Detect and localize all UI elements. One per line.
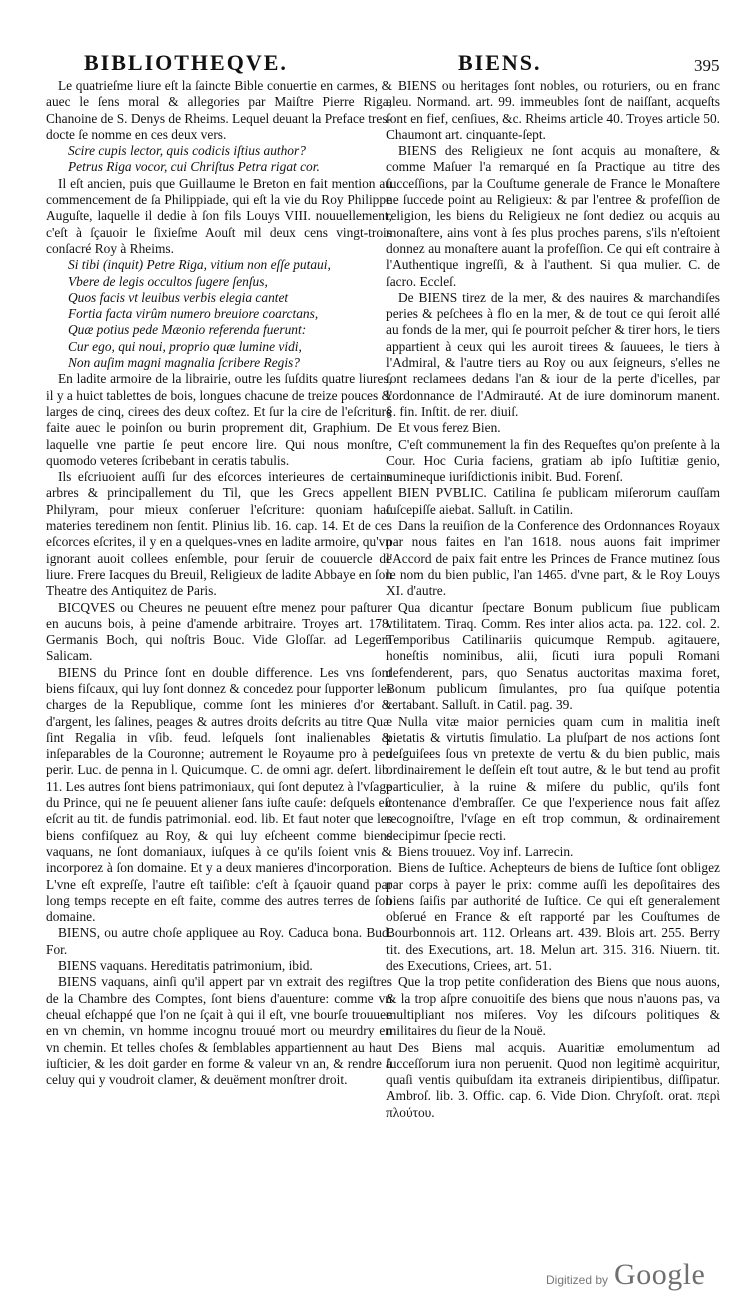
page-number: 395 — [694, 56, 720, 75]
paragraph: Il eſt ancien, puis que Guillaume le Breton en fait mention au commencement de ſa Philippiade, qui eſt la vie du Roy Philippe Auguſte, laquelle il dedie à ſon fils Louys VIII. nouuellement, c'eſt à ſçauoir le ſixieſme Aouſt mil deux cens vingt-trois conſacré Roy à Rheims. — [46, 175, 392, 256]
paragraph: BIENS vaquans. Hereditatis patrimonium, ibid. — [58, 958, 313, 974]
verse-line: Quos facis vt leuibus verbis elegia cantet — [68, 289, 289, 305]
paragraph: BIENS du Prince ſont en double difference. Les vns ſont biens fiſcaux, qui luy ſont donnez & concedez pour ſupporter les charges de la Republique, comme ſont les minieres d'or & d'argent, les ſalines, peages & autres droits deſcrits au titre Quæ ſint Regalia in vſib. feud. leſquels ſont inalienables & inſeparables de la Couronne; autrement le Royaume pro à peu perir. Luc. de penna in l. Quicumque. C. de omni agr. deſert. lib. 11. Les autres ſont biens patrimoniaux, qui ſont deputez à l'vſage du Prince, qui ne ſe peuuent aliener ſans iuſte cauſe: deſquels eſt eſcrit au tit. de fundis patrimonial. eod. lib. Et faut noter que les biens confiſquez au Roy, & qui luy eſcheent comme biens vaquans, ne ſont domaniaux, iuſques à ce qu'ils ſoient vnis & incorporez à ſon domaine. Et y a deux manieres d'incorporation. L'vne eſt expreſſe, l'autre eſt taiſible: c'eſt à ſçauoir quand par long temps recepte en eſt faite, comme des autres terres de ſon domaine. — [46, 664, 392, 925]
google-logo: Google — [614, 1258, 706, 1291]
verse-line: Non auſim magni magnalia ſcribere Regis? — [68, 355, 300, 371]
verse-line: Petrus Riga vocor, cui Chriſtus Petra rigat cor. — [68, 159, 320, 175]
paragraph: Qua dicantur ſpectare Bonum publicum ſiue publicam vtilitatem. Tiraq. Comm. Res inter alios acta. pa. 122. col. 2. Temporibus Catilinariis quicumque Rempub. agitauere, honeſtis nominibus, alii, ſicuti iura populi Romani defenderent, pars, quo Senatus auctoritas maxima foret, Bonum publicum ſimulantes, pro ſua quiſque potentia certabant. Salluſt. in Catil. pag. 39. — [386, 599, 720, 713]
paragraph: BIENS des Religieux ne ſont acquis au monaſtere, & comme Maſuer l'a remarqué en ſa Practique au titre des ſucceſſions, par la Couſtume generale de France le Monaſtere ne ſuccede point au Religieux: & par l'entree & profeſſion de religion, les biens du Religieux ne ſont dediez ou acquis au monaſtere, ains vont à ſes plus proches parens, s'ils n'eſtoient donnez au monaſtere auant la profeſſion. Ce qui eſt contraire à l'Authentique ingreſſi, & à l'authent. Si qua mulier. C. de ſacro. Eccleſ. — [386, 143, 720, 289]
paragraph: C'eſt communement la fin des Requeſtes qu'on preſente à la Cour. Hoc Curia faciens, gratiam ab ipſo Iuſtitiæ genio, numineque iuriſdictionis inibit. Bud. Forenſ. — [386, 436, 720, 485]
paragraph: BIENS ou heritages ſont nobles, ou roturiers, ou en franc aleu. Normand. art. 99. immeubles ſont de naiſſant, acqueſts ſont en fief, cenſiues, &c. Rheims article 40. Troyes article 50. Chaumont art. cinquante-ſept. — [386, 78, 720, 142]
paragraph: De BIENS tirez de la mer, & des nauires & marchandiſes peries & peſchees à flo en la mer, & de tout ce qui ſeroit allé au fonds de la mer, qui ſe pourroit peſcher & tirer hors, le tiers appartient à ceux qui les auroit tirees & ſauuees, le tiers à l'Admiral, & l'autre tiers au Roy ou aux ſeigneurs, s'elles ne ſont reclamees dedans l'an & iour de la perte d'icelles, par l'ordonnance de l'Admirauté. At de iure dominorum manent. §. fin. Inſtit. de rer. diuiſ. — [386, 289, 720, 419]
left-text-column — [46, 78, 392, 1088]
verse-line: Fortia facta virûm numero breuiore coarctans, — [68, 306, 319, 322]
paragraph: BIENS vaquans, ainſi qu'il appert par vn extrait des regiſtres de la Chambre des Comptes, ſont biens d'auenture: comme vn cheual eſchappé que l'on ne ſçait à qui il eſt, vne bourſe trouuee en vn chemin, vn homme incognu trouué mort ou meurdry en vn chemin. Et telles choſes & ſemblables appartiennent au haut iuſticier, & les doit garder en forme & valeur vn an, & rendre à celuy qui y voudroit clamer, & deuëment monſtrer droit. — [46, 974, 392, 1088]
paragraph: BIENS, ou autre choſe appliquee au Roy. Caduca bona. Bud. For. — [46, 925, 392, 957]
paragraph: BICQVES ou Cheures ne peuuent eſtre menez pour paſturer en aucuns bois, à peine d'amende arbitraire. Troyes art. 178. Germanis Boch, qui noſtris Bouc. Vide Gloſſar. ad Legem Salicam. — [46, 599, 392, 664]
paragraph: Biens trouuez. Voy inf. Larrecin. — [398, 843, 574, 859]
digitized-watermark — [546, 1258, 705, 1292]
running-head-right: BIENS. — [458, 50, 542, 75]
verse-line: Vbere de legis occultos ſugere ſenſus, — [68, 273, 268, 289]
verse-line: Cur ego, qui noui, proprio quæ lumine vidi, — [68, 338, 302, 354]
paragraph: BIEN PVBLIC. Catilina ſe publicam miſerorum cauſſam ſuſcepiſſe aiebat. Salluſt. in Catilin. — [386, 485, 720, 517]
right-text-column — [386, 78, 720, 1121]
digitized-by-label: Digitized by — [546, 1273, 609, 1287]
paragraph: Nulla vitæ maior pernicies quam cum in malitia ineſt pietatis & virtutis ſimulatio. La pluſpart de nos actions ſont deſguiſees ſous vn pretexte de vertu & du bien public, mais ordinairement le deſſein eſt tout autre, & le but tend au profit particulier, à la ruine & miſere du public, qu'ils font contenance d'embraſſer. Ce que l'experience nous fait aſſez recognoiſtre, l'vſage en eſt trop commun, & ordinairement decipimur ſpecie recti. — [386, 713, 720, 843]
verse-line: Scire cupis lector, quis codicis iſtius author? — [68, 143, 306, 159]
paragraph: Ils eſcriuoient auſſi ſur des eſcorces interieures de certains arbres & principallement du Til, que les Grecs appellent Philyram, pour mieux conſeruer l'eſcriture: quoniam hac materies teredinem non ſentit. Plinius lib. 16. cap. 14. Et de ces eſcorces eſcrites, il y en a quelques-vnes en ladite armoire, qu'vn ignorant auoit collees enſemble, pour ſeruir de couuercle de liure. Frere Iacques du Breuil, Religieux de ladite Abbaye en ſon Theatre des Antiquitez de Paris. — [46, 469, 392, 599]
paragraph: Dans la reuiſion de la Conference des Ordonnances Royaux par nous faites en l'an 1618. nous auons fait imprimer l'Accord de paix fait entre les Princes de France mutinez ſous le nom du bien public, l'an 1465. d'vne part, & le Roy Louys XI. d'autre. — [386, 518, 720, 599]
verse-line: Si tibi (inquit) Petre Riga, vitium non eſſe putaui, — [68, 257, 331, 273]
paragraph: Biens de Iuſtice. Achepteurs de biens de Iuſtice ſont obligez par corps à payer le prix: comme auſſi les depoſitaires des biens ſaiſis par authorité de Iuſtice. Ce qui eſt generalement obſerué en France & eſt rapporté par les Couſtumes de Bourbonnois art. 112. Orleans art. 439. Blois art. 255. Berry tit. des Executions, art. 18. Melun art. 315. 316. Niuern. tit. des Executions, Criees, art. 51. — [386, 860, 720, 974]
paragraph: Des Biens mal acquis. Auaritiæ emolumentum ad ſucceſſorum iura non peruenit. Quod non legitimè acquiritur, quaſi ventis quibuſdam ita extraneis diripientibus, diſſipatur. Ambroſ. lib. 3. Offic. cap. 6. Vide Dion. Chryſoſt. orat. περὶ πλούτου. — [386, 1039, 720, 1120]
paragraph: En ladite armoire de la librairie, outre les ſuſdits quatre liures, il y a huict tablettes de bois, longues chacune de treize pouces & larges de cinq, cirees des deux coſtez. Et ſur la cire de l'eſcriture faite auec le poinſon ou burin proprement dit, Graphium. De laquelle vne partie ſe peut encore lire. Qui nous monſtre, quomodo veteres ſcribebant in ceratis tabulis. — [46, 371, 392, 468]
paragraph: Le quatrieſme liure eſt la ſaincte Bible conuertie en carmes, & auec le ſens moral & allegories par Maiſtre Pierre Riga, Chanoine de S. Denys de Rheims. Lequel deuant la Preface tres-docte ſe nomme en ces deux vers. — [46, 78, 392, 142]
verse-line: Quæ potius pede Mæonio referenda fuerunt: — [68, 322, 307, 338]
running-head-left: BIBLIOTHEQVE. — [84, 50, 288, 75]
paragraph: Et vous ferez Bien. — [398, 420, 501, 436]
paragraph: Que la trop petite conſideration des Biens que nous auons, & la trop aſpre conuoitiſe des biens que nous n'auons pas, va multipliant nos miſeres. Voy les diſcours politiques & militaires du ſieur de la Nouë. — [386, 974, 720, 1039]
